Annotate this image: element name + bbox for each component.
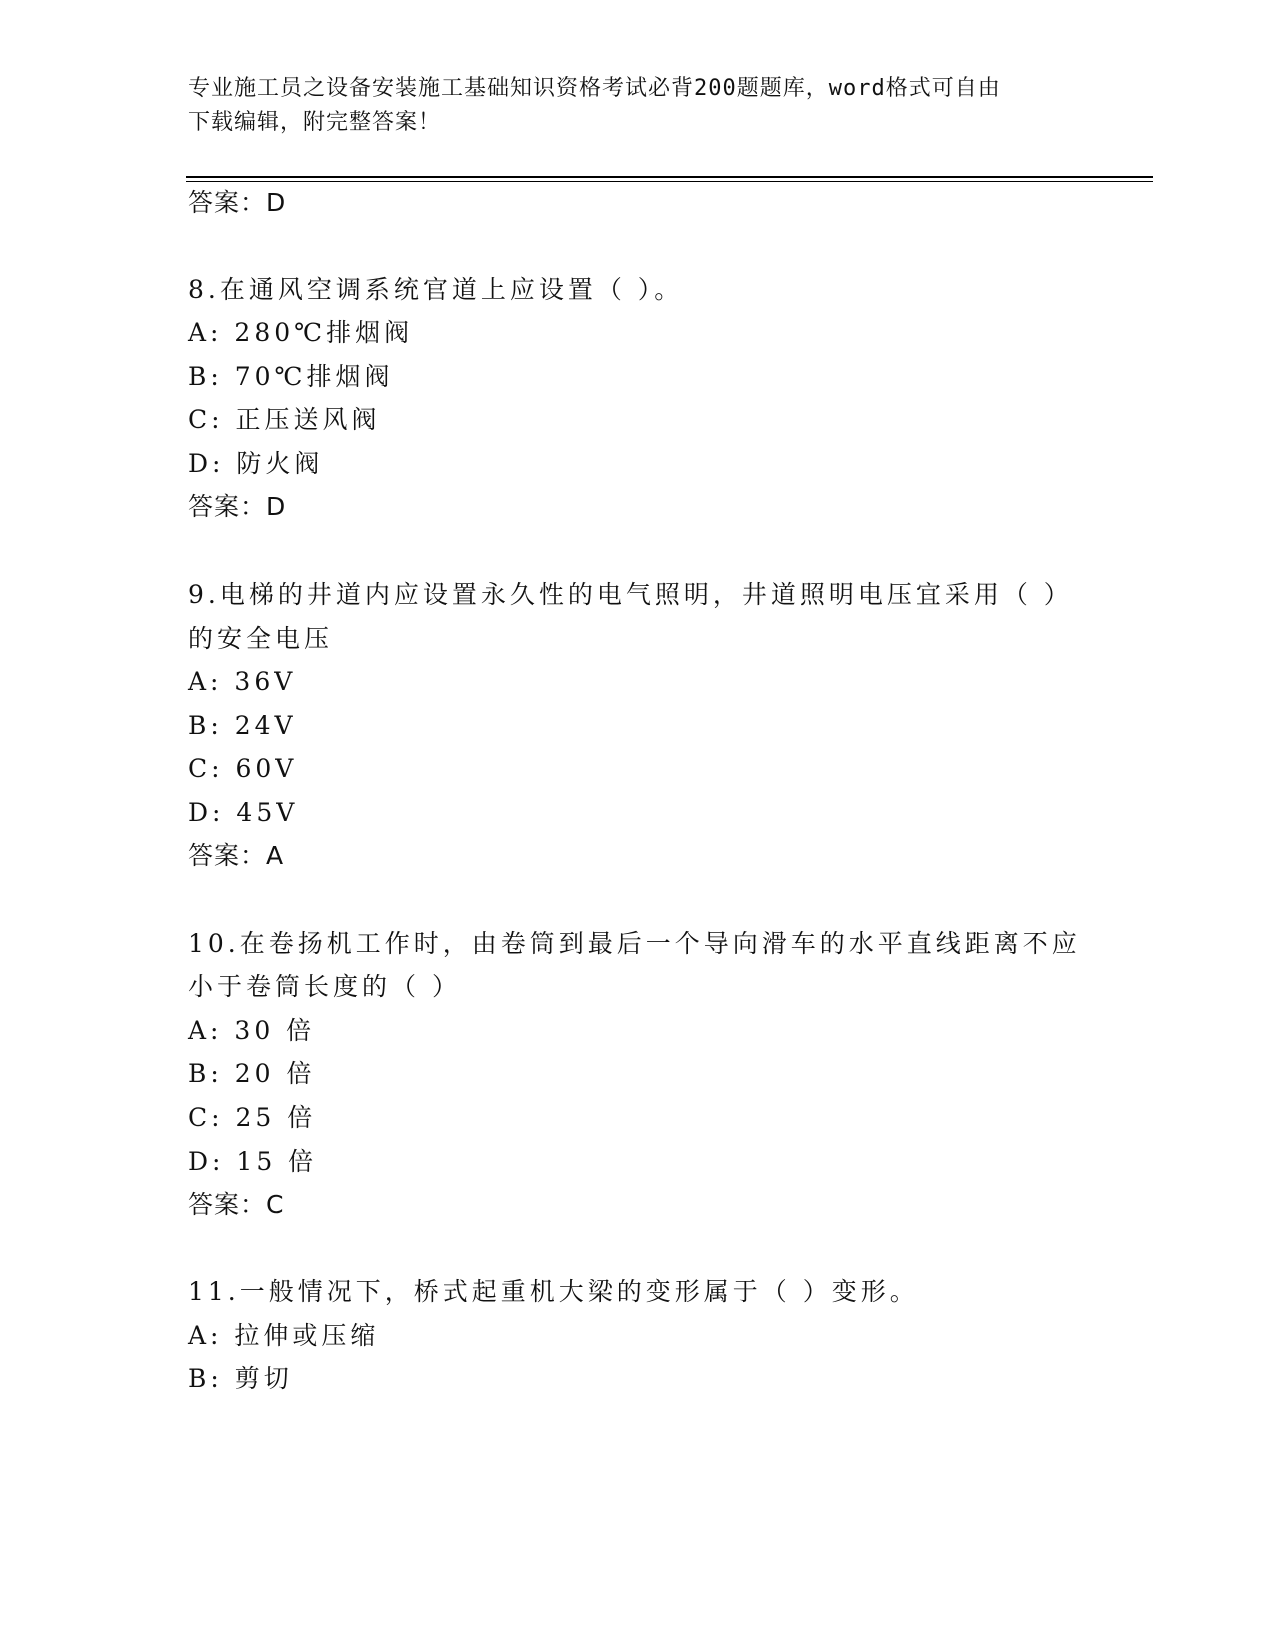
question-stem-continued: 的安全电压 (188, 624, 334, 653)
header-line-1: 专业施工员之设备安装施工基础知识资格考试必背200题题库，word格式可自由 (188, 76, 1001, 101)
question-option: D: 15 倍 (188, 1147, 318, 1176)
question-option: B: 70℃排烟阀 (188, 362, 394, 391)
question-answer: 答案：C (188, 1190, 285, 1219)
document-header (188, 72, 1088, 140)
question-option: C: 25 倍 (188, 1103, 317, 1132)
question-option: D: 45V (188, 798, 299, 827)
question-answer: 答案：D (188, 492, 287, 521)
question-answer: 答案：A (188, 841, 285, 870)
question-stem: 9.电梯的井道内应设置永久性的电气照明，井道照明电压宜采用（ ） (188, 580, 1073, 609)
question-option: C: 正压送风阀 (188, 405, 381, 434)
question-option: C: 60V (188, 754, 298, 783)
previous-answer: 答案：D (188, 188, 287, 217)
question-option: B: 24V (188, 711, 297, 740)
question-option: A: 拉伸或压缩 (188, 1321, 380, 1350)
question-option: A: 36V (188, 667, 297, 696)
header-rule-thin (186, 181, 1153, 182)
question-option: A: 280℃排烟阀 (188, 318, 414, 347)
header-line-2: 下载编辑，附完整答案！ (188, 110, 442, 135)
question-stem: 8.在通风空调系统官道上应设置（ ）。 (188, 275, 684, 304)
question-stem: 11.一般情况下，桥式起重机大梁的变形属于（ ）变形。 (188, 1277, 919, 1306)
header-rule-thick (186, 176, 1153, 178)
question-option: B: 20 倍 (188, 1059, 316, 1088)
question-option: A: 30 倍 (188, 1016, 316, 1045)
question-option: B: 剪切 (188, 1364, 293, 1393)
question-stem-continued: 小于卷筒长度的（ ） (188, 972, 461, 1001)
question-stem: 10.在卷扬机工作时，由卷筒到最后一个导向滑车的水平直线距离不应 (188, 929, 1081, 958)
question-option: D: 防火阀 (188, 449, 324, 478)
